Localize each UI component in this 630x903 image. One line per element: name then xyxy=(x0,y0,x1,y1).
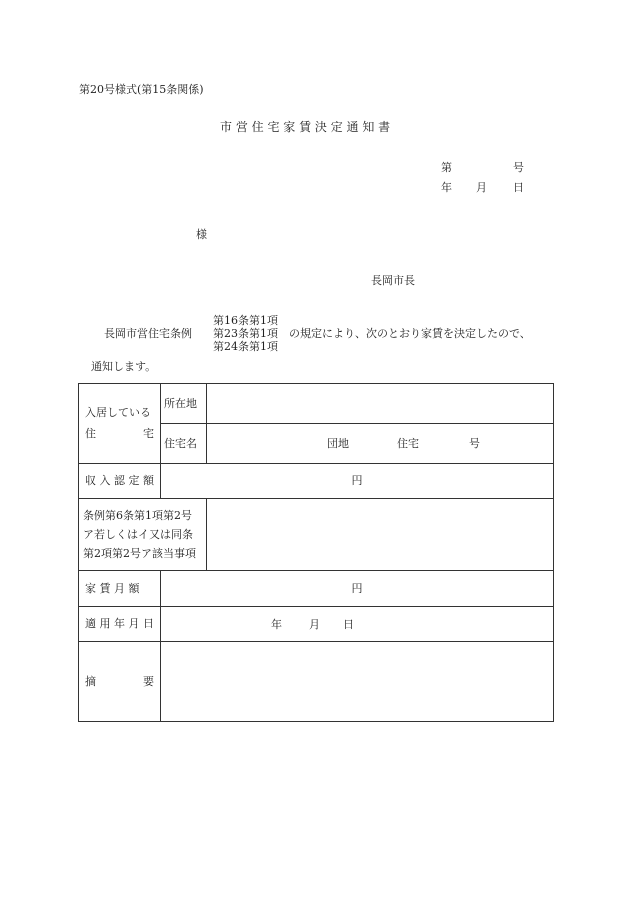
recipient-honorific: 様 xyxy=(196,228,207,241)
doc-number-prefix: 第 xyxy=(441,161,452,174)
article-item-label: 条例第6条第1項第2号 ア若しくはイ又は同条 第2項第2号ア該当事項 xyxy=(79,499,207,571)
income-unit: 円 xyxy=(351,474,363,488)
housing-name-label: 住宅名 xyxy=(161,424,207,464)
article-item: 第16条第1項 xyxy=(213,314,278,327)
issue-date-month: 月 xyxy=(476,181,487,194)
apply-date-day: 日 xyxy=(343,618,354,631)
summary-label: 摘 要 xyxy=(79,642,161,722)
location-label: 所在地 xyxy=(161,384,207,424)
form-number-label: 第20号様式(第15条関係) xyxy=(79,83,204,96)
housing-go-unit: 号 xyxy=(469,437,480,450)
residence-label-line1: 入居している xyxy=(85,405,151,419)
doc-number-suffix: 号 xyxy=(513,161,524,174)
article-item-value xyxy=(207,499,554,571)
article-list xyxy=(213,314,278,353)
apply-date-value xyxy=(161,607,554,642)
housing-jutaku-unit: 住宅 xyxy=(397,437,419,450)
apply-date-year: 年 xyxy=(271,618,282,631)
income-value xyxy=(161,464,554,499)
article-item: 第23条第1項 xyxy=(213,327,278,340)
apply-date-month: 月 xyxy=(309,618,320,631)
housing-name-value xyxy=(207,424,554,464)
rent-value xyxy=(161,571,554,607)
article-item: 第24条第1項 xyxy=(213,340,278,353)
ordinance-name: 長岡市営住宅条例 xyxy=(104,327,192,340)
residence-label-cell xyxy=(79,384,161,464)
issue-date-day: 日 xyxy=(513,181,524,194)
location-value xyxy=(207,384,554,424)
document-title: 市 営 住 宅 家 賃 決 定 通 知 書 xyxy=(220,120,391,134)
notice-table xyxy=(78,383,554,722)
residence-label-line2: 住 宅 xyxy=(85,426,154,440)
summary-value xyxy=(161,642,554,722)
income-label: 収 入 認 定 額 xyxy=(79,464,161,499)
housing-danchi-unit: 団地 xyxy=(327,437,349,450)
issuer-name: 長岡市長 xyxy=(371,274,415,287)
body-text: の規定により、次のとおり家賃を決定したので、 xyxy=(289,327,531,340)
rent-unit: 円 xyxy=(351,581,363,595)
issue-date-year: 年 xyxy=(441,181,452,194)
body-text-continued: 通知します。 xyxy=(91,360,157,373)
rent-label: 家 賃 月 額 xyxy=(79,571,161,607)
apply-date-label: 適 用 年 月 日 xyxy=(79,607,161,642)
